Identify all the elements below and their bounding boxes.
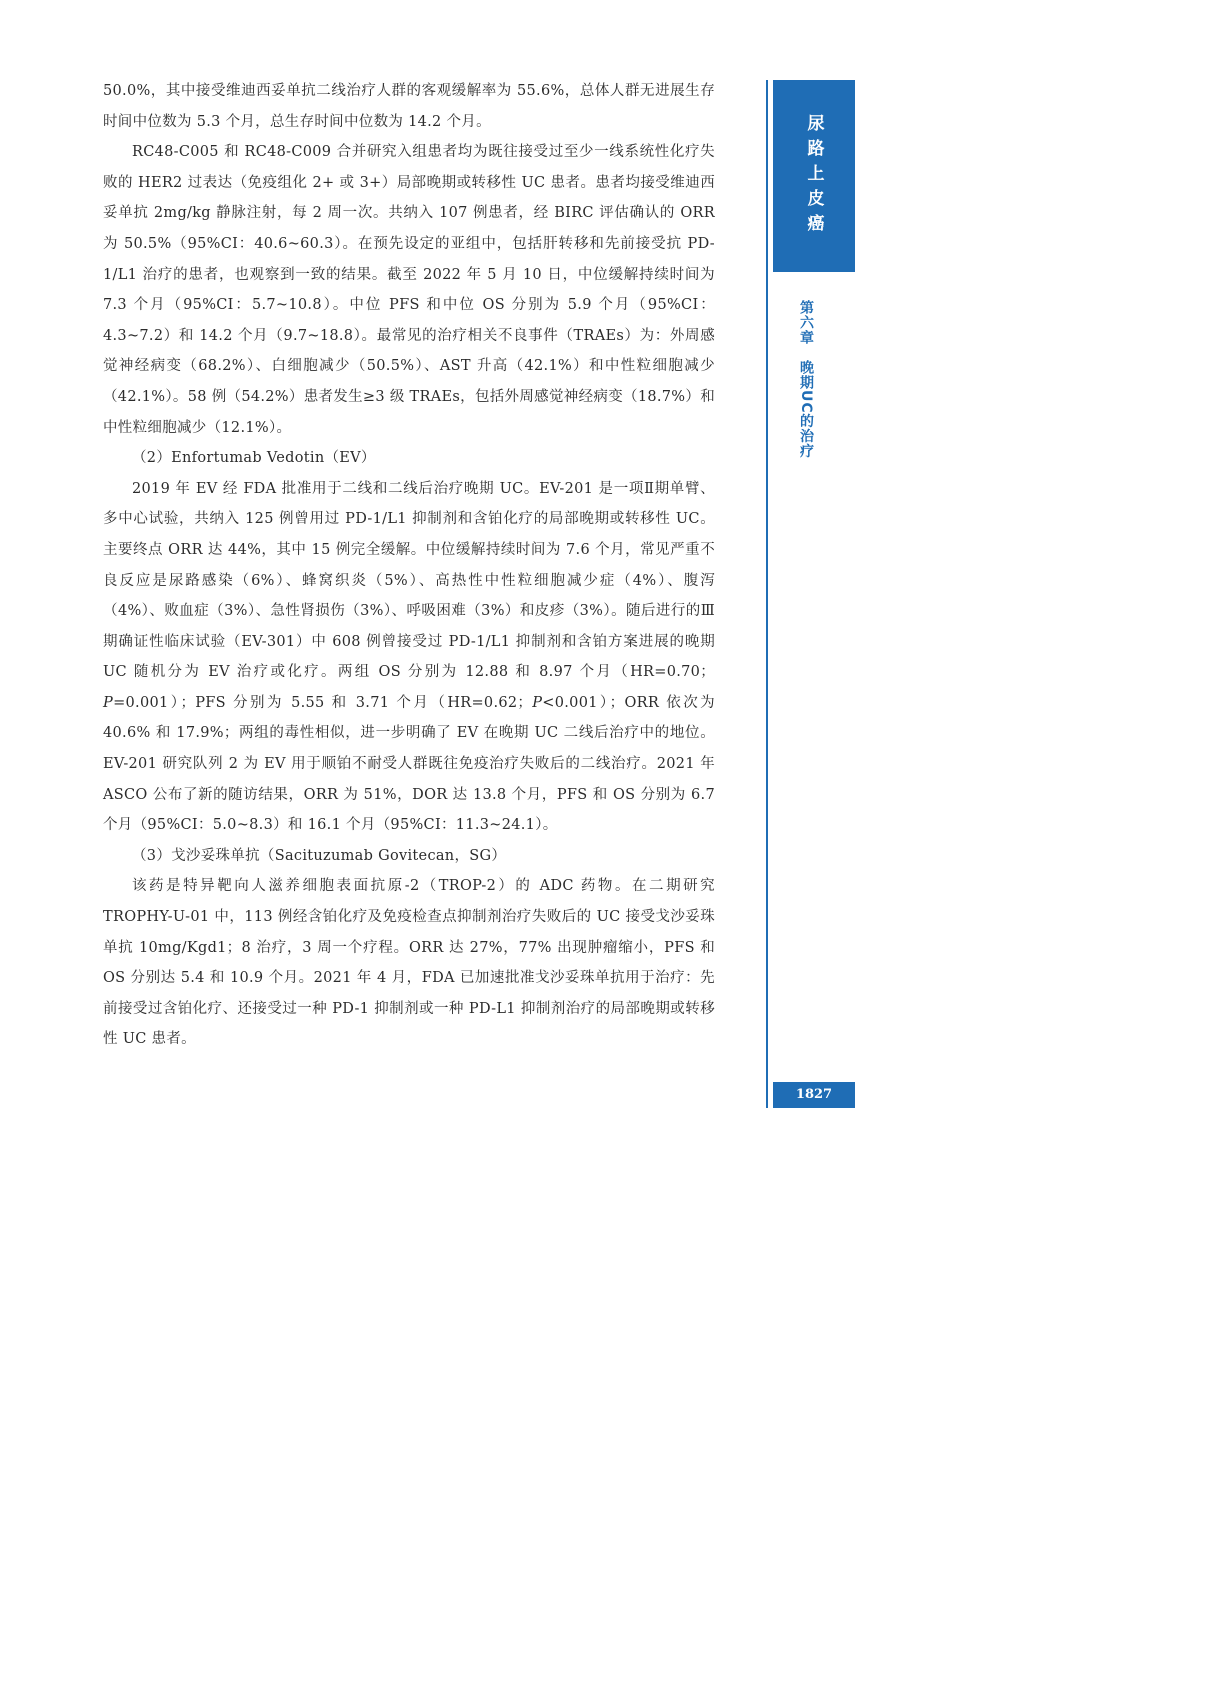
text-segment: =0.001）；PFS 分别为 5.55 和 3.71 个月（HR=0.62；	[113, 694, 533, 711]
heading-sacituzumab-govitecan: （3）戈沙妥珠单抗（Sacituzumab Govitecan，SG）	[132, 847, 507, 864]
paragraph-orr-summary: 50.0%，其中接受维迪西妥单抗二线治疗人群的客观缓解率为 55.6%，总体人群无进展生存时间中位数为 5.3 个月，总生存时间中位数为 14.2 个月。	[103, 83, 715, 130]
chapter-title: 第六章 晚期UC的治疗	[798, 300, 814, 459]
paragraph-sg-study: 该药是特异靶向人滋养细胞表面抗原-2（TROP-2）的 ADC 药物。在二期研究 TROPHY-U-01 中，113 例经含铂化疗及免疫检查点抑制剂治疗失败后的 UC 接受戈沙妥珠单抗 10mg/Kgd1；8 治疗，3 周一个疗程。ORR 达 27%，77% 出现肿瘤缩小，PFS 和 OS 分别达 5.4 和 10.9 个月。2021 年 4 月，FDA 已加速批准戈沙妥珠单抗用于治疗：先前接受过含铂化疗、还接受过一种 PD-1 抑制剂或一种 PD-L1 抑制剂治疗的局部晚期或转移性 UC 患者。	[103, 878, 715, 1048]
body-text	[103, 76, 715, 1055]
paragraph-ev-trials	[103, 474, 715, 841]
heading-enfortumab-vedotin: （2）Enfortumab Vedotin（EV）	[132, 450, 376, 467]
page-number: 1827	[773, 1082, 855, 1108]
section-tab	[773, 80, 855, 272]
p-value-symbol: P	[103, 694, 114, 711]
p-value-symbol: P	[532, 694, 543, 711]
text-segment: 2019 年 EV 经 FDA 批准用于二线和二线后治疗晚期 UC。EV-201 是一项Ⅱ期单臂、多中心试验，共纳入 125 例曾用过 PD-1/L1 抑制剂和含铂化疗的局部晚期或转移性 UC。主要终点 ORR 达 44%，其中 15 例完全缓解。中位缓解持续时间为 7.6 个月，常见严重不良反应是尿路感染（6%）、蜂窝织炎（5%）、高热性中性粒细胞减少症（4%）、腹泻（4%）、败血症（3%）、急性肾损伤（3%）、呼吸困难（3%）和皮疹（3%）。随后进行的Ⅲ期确证性临床试验（EV-301）中 608 例曾接受过 PD-1/L1 抑制剂和含铂方案进展的晚期 UC 随机分为 EV 治疗或化疗。两组 OS 分别为 12.88 和 8.97 个月（HR=0.70；	[103, 480, 715, 681]
margin-divider-line	[766, 80, 768, 1108]
text-segment: <0.001）；ORR 依次为 40.6% 和 17.9%；两组的毒性相似，进一步明确了 EV 在晚期 UC 二线后治疗中的地位。EV-201 研究队列 2 为 EV 用于顺铂不耐受人群既往免疫治疗失败后的二线治疗。2021 年 ASCO 公布了新的随访结果，ORR 为 51%，DOR 达 13.8 个月，PFS 和 OS 分别为 6.7 个月（95%CI：5.0~8.3）和 16.1 个月（95%CI：11.3~24.1）。	[103, 694, 715, 834]
section-title: 尿路上皮癌	[803, 113, 824, 239]
paragraph-rc48-study: RC48-C005 和 RC48-C009 合并研究入组患者均为既往接受过至少一线系统性化疗失败的 HER2 过表达（免疫组化 2+ 或 3+）局部晚期或转移性 UC 患者。患者均接受维迪西妥单抗 2mg/kg 静脉注射，每 2 周一次。共纳入 107 例患者，经 BIRC 评估确认的 ORR 为 50.5%（95%CI：40.6~60.3）。在预先设定的亚组中，包括肝转移和先前接受抗 PD-1/L1 治疗的患者，也观察到一致的结果。截至 2022 年 5 月 10 日，中位缓解持续时间为 7.3 个月（95%CI：5.7~10.8）。中位 PFS 和中位 OS 分别为 5.9 个月（95%CI：4.3~7.2）和 14.2 个月（9.7~18.8）。最常见的治疗相关不良事件（TRAEs）为：外周感觉神经病变（68.2%）、白细胞减少（50.5%）、AST 升高（42.1%）和中性粒细胞减少（42.1%）。58 例（54.2%）患者发生≥3 级 TRAEs，包括外周感觉神经病变（18.7%）和中性粒细胞减少（12.1%）。	[103, 144, 715, 436]
